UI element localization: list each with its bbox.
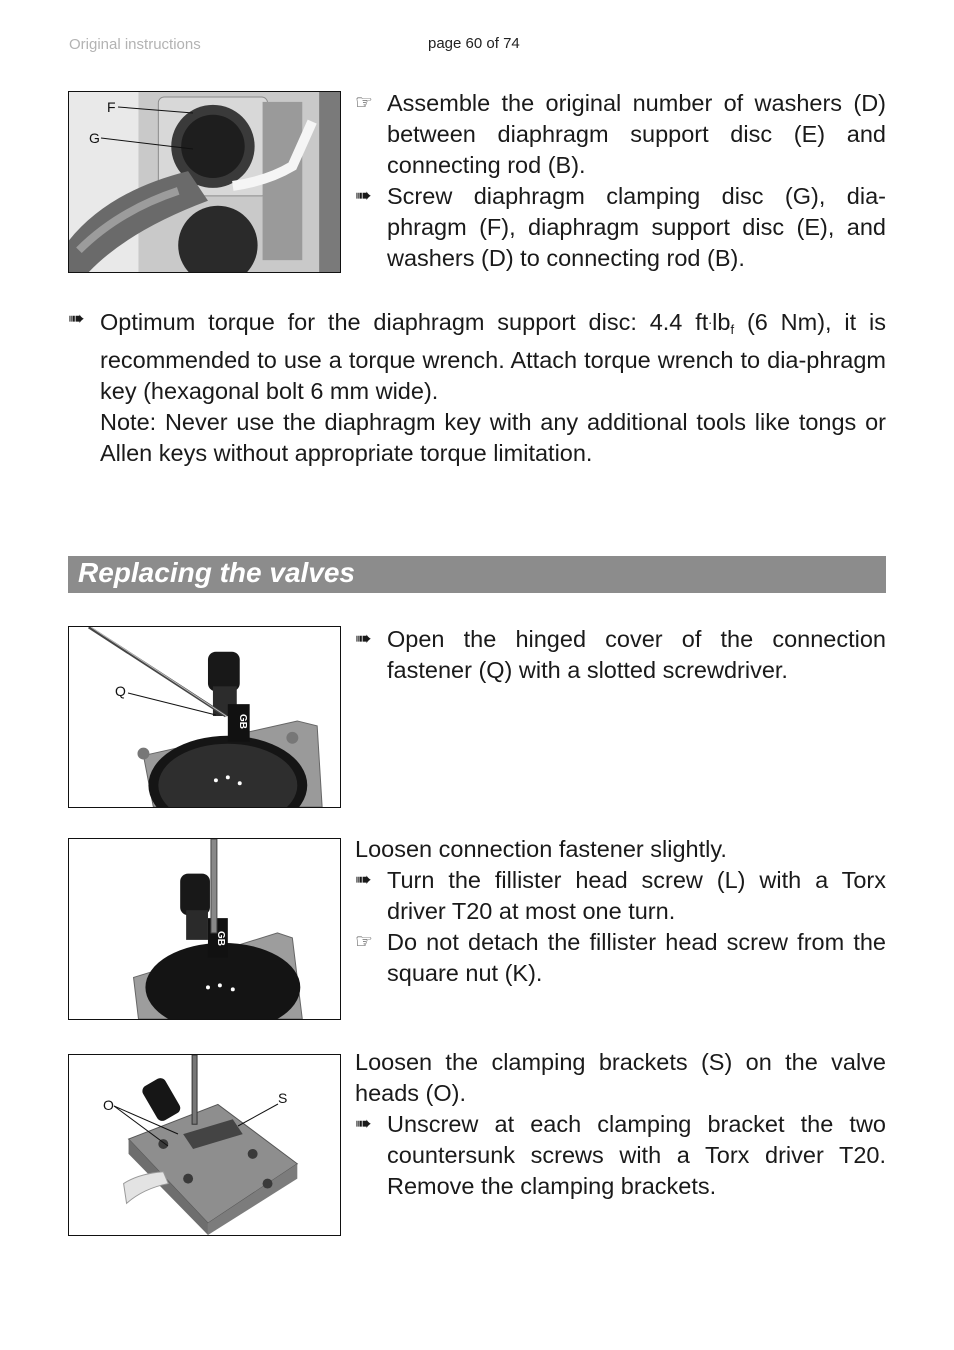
header-document-type: Original instructions [69,36,201,53]
block3-instructions [355,834,886,989]
photo-label-s: S [278,1090,288,1106]
block4-instructions [355,1047,886,1202]
instruction-text: Do not detach the fillister head screw from the square nut (K). [387,929,886,986]
photo-label-f: F [107,99,116,115]
gb-label: GB [237,714,248,729]
instruction-item [355,865,886,927]
page-number: page 60 of 74 [428,35,520,52]
photo-3-callouts [68,838,341,1020]
arrow-right-icon: ➠ [355,869,372,891]
instruction-item [355,927,886,989]
photo-label-g: G [89,130,100,146]
instruction-item [355,1109,886,1202]
section-title: Replacing the valves [78,557,356,588]
torque-note: Note: Never use the diaphragm key with any additional tools like tongs or Allen keys without appropriate torque limitation. [100,409,886,466]
photo-label-o: O [103,1097,114,1113]
photo-4-callouts [68,1054,341,1236]
instruction-item [355,181,886,274]
torque-instructions [68,304,886,469]
torque-text: Optimum torque for the diaphragm support disc: 4.4 $ft^.lb_f$ (6 Nm), it is recommended to use a torque wrench. Attach torque wrench to dia-phragm key (hexagonal bolt 6 mm wide). [100,309,886,404]
instruction-intro: Loosen the clamping brackets (S) on the valve heads (O). [355,1049,886,1106]
instruction-item [68,304,886,469]
instruction-text: Open the hinged cover of the connection fastener (Q) with a slotted screwdriver. [387,626,886,683]
photo-label-q: Q [115,683,126,699]
section-heading [68,556,886,593]
photo-2-callouts [68,626,341,808]
instruction-text: Turn the fillister head screw (L) with a Torx driver T20 at most one turn. [387,867,886,924]
pointing-hand-icon: ☞ [355,931,373,953]
arrow-right-icon: ➠ [355,1113,372,1135]
instruction-item [355,88,886,181]
gb-label: GB [215,931,226,946]
instruction-text: Unscrew at each clamping bracket the two countersunk screws with a Torx driver T20. Remove the clamping brackets. [387,1111,886,1199]
arrow-right-icon: ➠ [355,185,372,207]
photo-1-callouts [68,91,341,273]
pointing-hand-icon: ☞ [355,92,373,114]
instruction-item [355,624,886,686]
instruction-intro: Loosen connection fastener slightly. [355,836,727,862]
block2-instructions [355,624,886,686]
instruction-text: Assemble the original number of washers (D) between diaphragm support disc (E) and connecting rod (B). [387,90,886,178]
arrow-right-icon: ➠ [68,308,85,330]
instruction-text: Screw diaphragm clamping disc (G), dia-phragm (F), diaphragm support disc (E), and washers (D) to connecting rod (B). [387,183,886,271]
arrow-right-icon: ➠ [355,628,372,650]
block1-instructions [355,88,886,274]
